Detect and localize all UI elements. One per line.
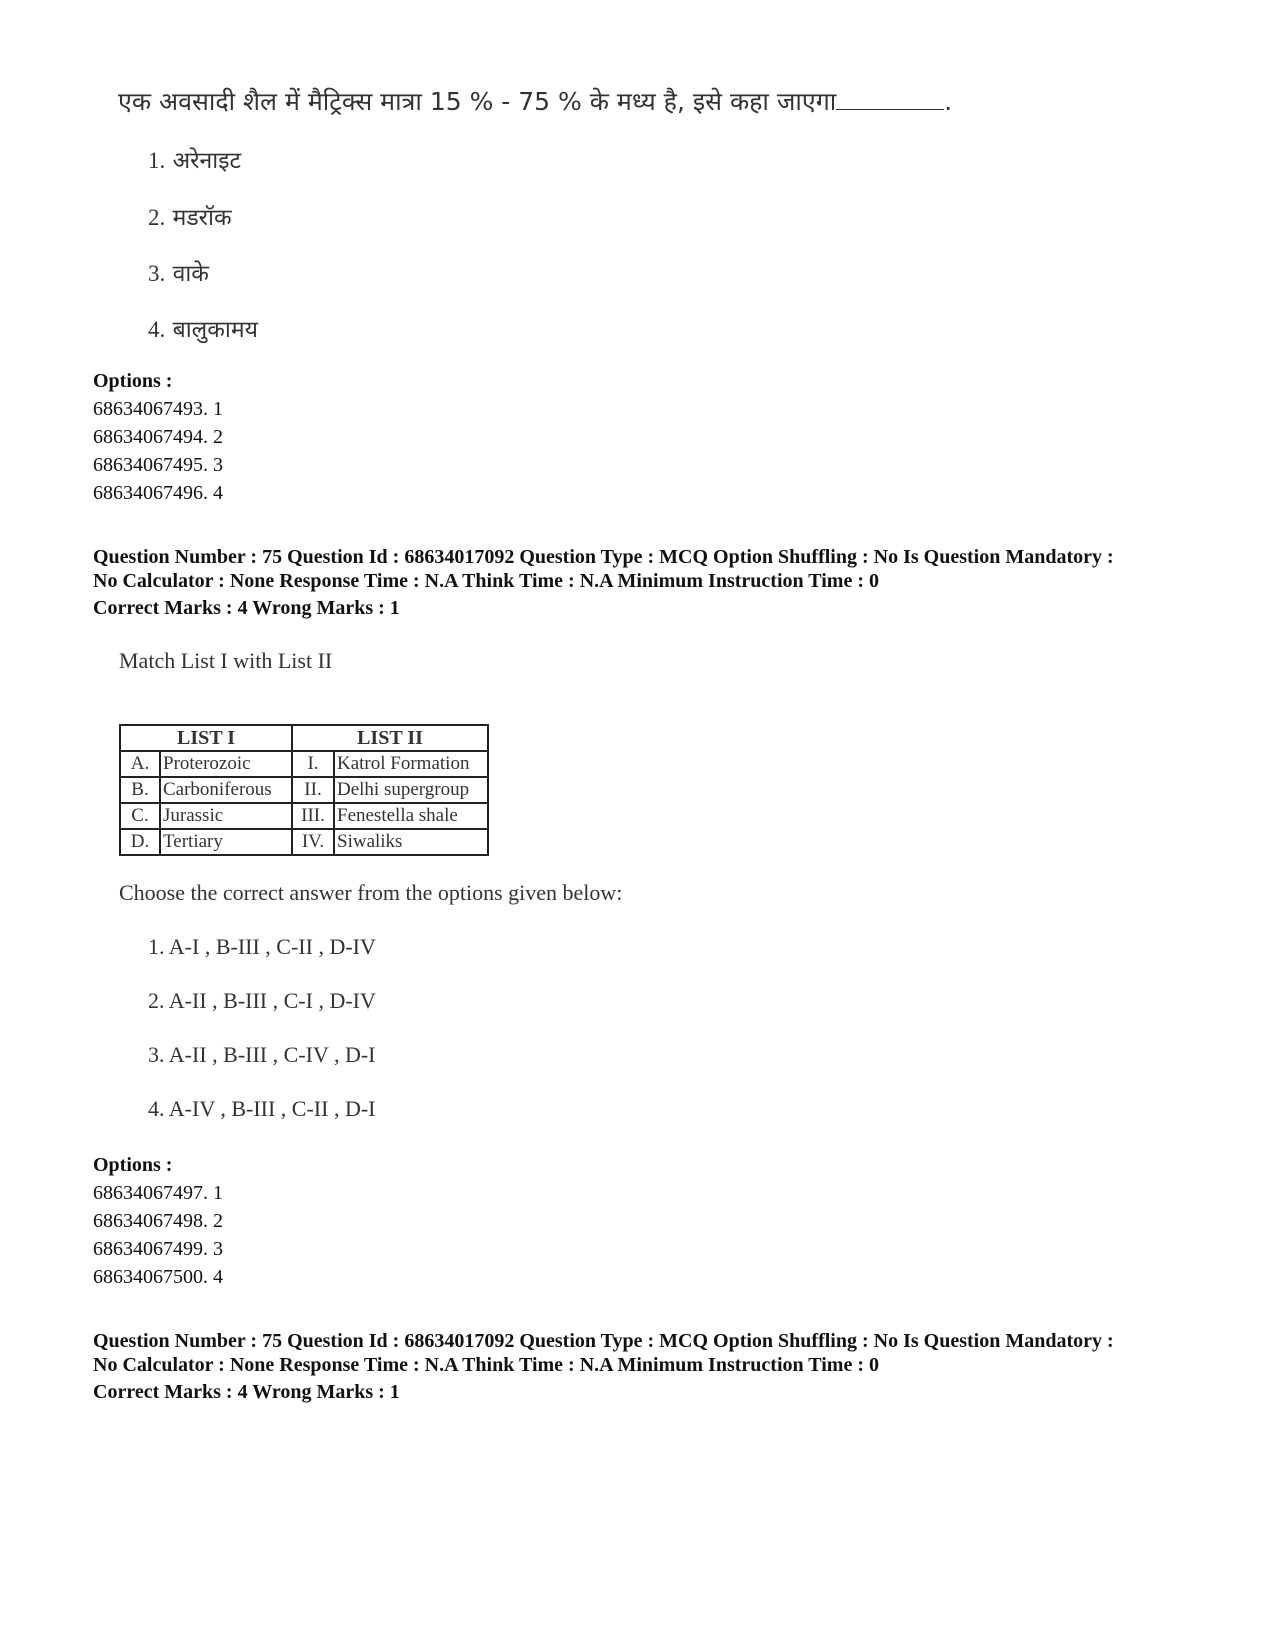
choice-number: 3. [148, 261, 166, 286]
match-table-header [120, 725, 488, 751]
list-1-key: A. [120, 751, 160, 777]
question-a-stem-text: एक अवसादी शैल में मैट्रिक्स मात्रा 15 % - 75 % के मध्य है, इसे कहा जाएगा [118, 87, 837, 116]
list-2-value: Fenestella shale [334, 803, 488, 829]
table-row [120, 777, 488, 803]
option-line: 68634067494. 2 [93, 426, 223, 448]
option-line: 68634067500. 4 [93, 1266, 223, 1288]
option-line: 68634067498. 2 [93, 1210, 223, 1232]
list-2-value: Katrol Formation [334, 751, 488, 777]
match-table [119, 724, 489, 856]
question-a-choice [148, 200, 232, 232]
option-line: 68634067496. 4 [93, 482, 223, 504]
list-2-key: II. [292, 777, 334, 803]
list-1-value: Tertiary [160, 829, 292, 855]
list-1-header: LIST I [120, 725, 292, 751]
question-b-choice: 2. A-II , B-III , C-I , D-IV [148, 988, 376, 1013]
question-a-choice [148, 312, 258, 344]
question-a-stem-end: . [944, 87, 953, 116]
question-b-choice: 3. A-II , B-III , C-IV , D-I [148, 1042, 376, 1067]
options-label: Options : [93, 1154, 173, 1176]
question-b-intro: Match List I with List II [119, 648, 333, 673]
option-line: 68634067497. 1 [93, 1182, 223, 1204]
question-b-choice: 1. A-I , B-III , C-II , D-IV [148, 934, 376, 959]
list-1-key: D. [120, 829, 160, 855]
table-row [120, 751, 488, 777]
question-marks-line: Correct Marks : 4 Wrong Marks : 1 [93, 597, 400, 619]
list-1-value: Carboniferous [160, 777, 292, 803]
list-2-key: IV. [292, 829, 334, 855]
question-a-choice [148, 143, 241, 175]
list-2-key: I. [292, 751, 334, 777]
list-1-value: Jurassic [160, 803, 292, 829]
question-meta-line: No Calculator : None Response Time : N.A Think Time : N.A Minimum Instruction Time : 0 [93, 1354, 879, 1376]
question-marks-line: Correct Marks : 4 Wrong Marks : 1 [93, 1381, 400, 1403]
question-b-prompt: Choose the correct answer from the options given below: [119, 880, 623, 905]
question-meta-line: No Calculator : None Response Time : N.A Think Time : N.A Minimum Instruction Time : 0 [93, 570, 879, 592]
choice-number: 1. [148, 148, 166, 173]
choice-number: 2. [148, 205, 166, 230]
list-1-value: Proterozoic [160, 751, 292, 777]
question-meta-line: Question Number : 75 Question Id : 68634017092 Question Type : MCQ Option Shuffling : No Is Question Mandatory : [93, 546, 1114, 568]
question-meta-line: Question Number : 75 Question Id : 68634017092 Question Type : MCQ Option Shuffling : No Is Question Mandatory : [93, 1330, 1114, 1352]
option-line: 68634067493. 1 [93, 398, 223, 420]
choice-text: मडरॉक [172, 205, 232, 231]
question-a-choice [148, 256, 209, 288]
list-2-value: Delhi supergroup [334, 777, 488, 803]
answer-blank [836, 87, 944, 110]
option-line: 68634067499. 3 [93, 1238, 223, 1260]
choice-text: अरेनाइट [172, 148, 242, 174]
option-line: 68634067495. 3 [93, 454, 223, 476]
choice-text: वाके [172, 261, 209, 287]
list-2-value: Siwaliks [334, 829, 488, 855]
table-row [120, 803, 488, 829]
question-a-stem [118, 84, 952, 118]
list-1-key: C. [120, 803, 160, 829]
list-2-key: III. [292, 803, 334, 829]
choice-text: बालुकामय [172, 317, 258, 343]
list-2-header: LIST II [292, 725, 488, 751]
table-row [120, 829, 488, 855]
choice-number: 4. [148, 317, 166, 342]
list-1-key: B. [120, 777, 160, 803]
question-b-choice: 4. A-IV , B-III , C-II , D-I [148, 1096, 376, 1121]
options-label: Options : [93, 370, 173, 392]
